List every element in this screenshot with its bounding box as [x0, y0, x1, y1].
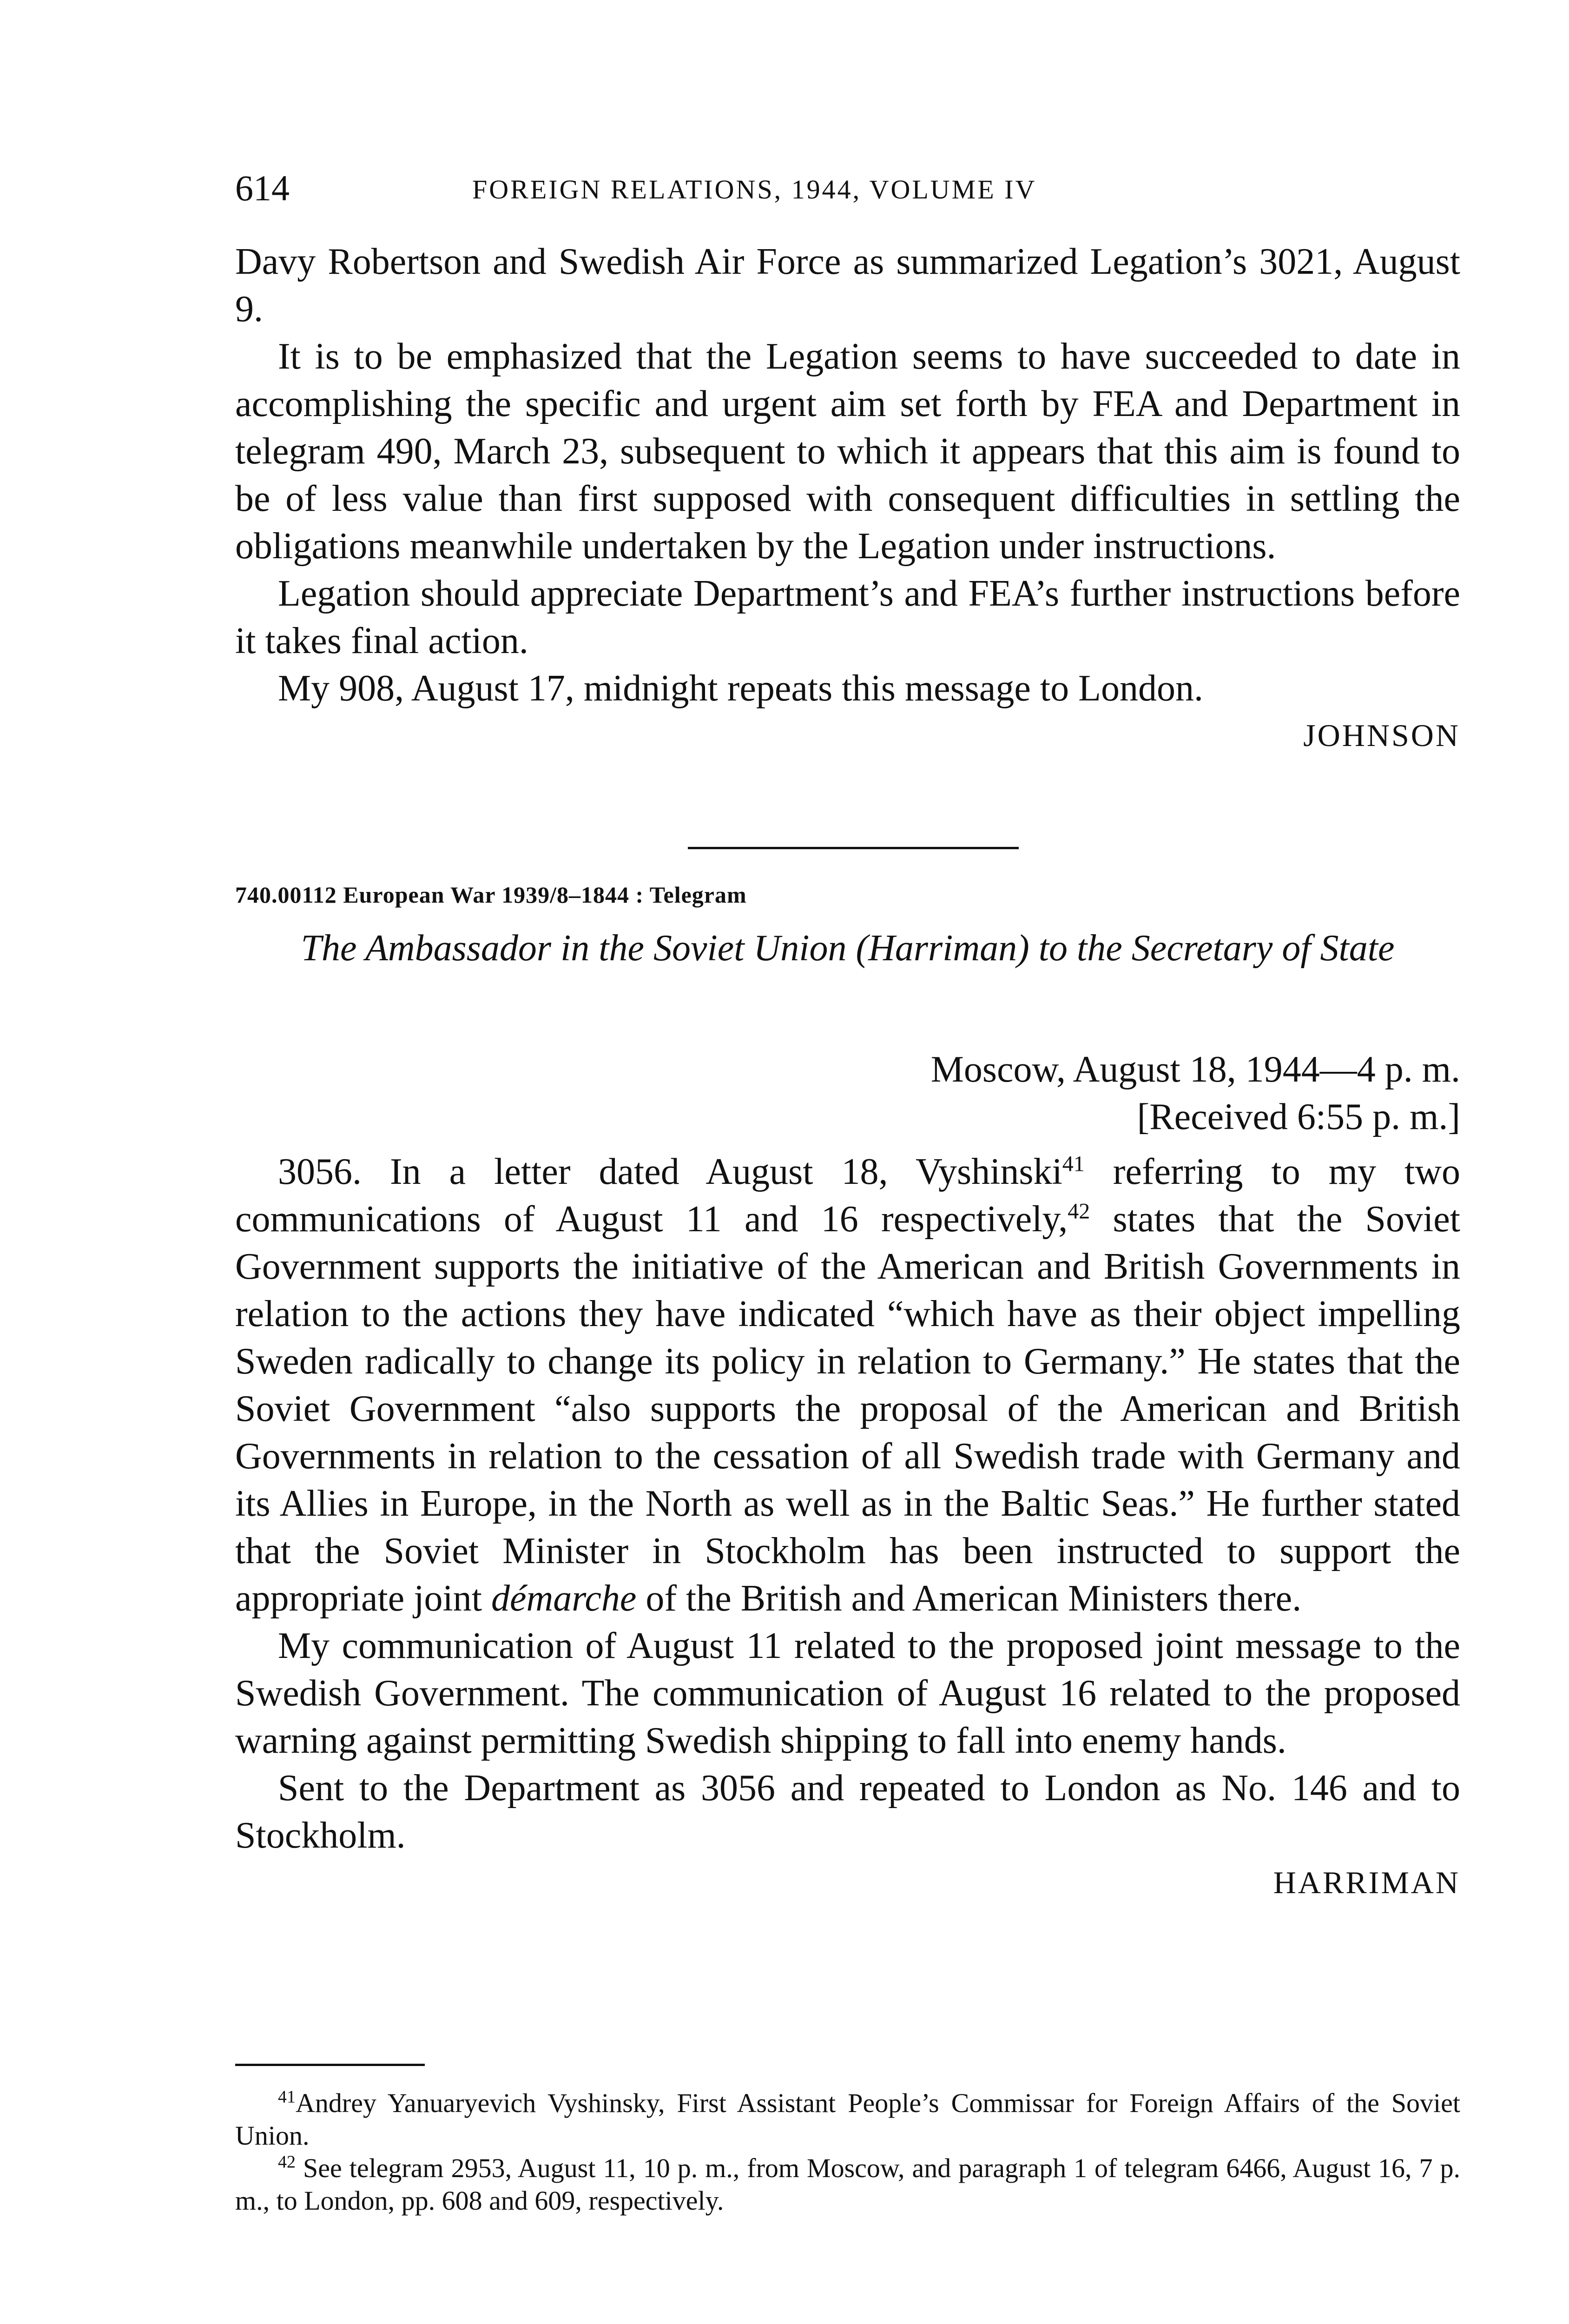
- signature-johnson: JOHNSON: [1303, 718, 1460, 753]
- file-reference: 740.00112 European War 1939/8–1844 : Telegram: [235, 882, 747, 908]
- dateline: Moscow, August 18, 1944—4 p. m.: [930, 1049, 1460, 1090]
- footnote-reference: 42: [1068, 1199, 1090, 1224]
- running-head: FOREIGN RELATIONS, 1944, VOLUME IV: [472, 174, 1037, 205]
- paragraph: Legation should appreciate Department’s and FEA’s further instructions before it takes final action.: [235, 573, 1460, 661]
- paragraph: [235, 1148, 1460, 1622]
- footnotes: [235, 2087, 1460, 2217]
- footnote-text: Andrey Yanuaryevich Vyshinsky, First Assistant People’s Commissar for Foreign Affairs of the Soviet Union.: [235, 2088, 1460, 2151]
- footnote-divider: [235, 2064, 425, 2066]
- paragraph: It is to be emphasized that the Legation seems to have succeeded to date in accomplishing the specific and urgent aim set forth by FEA and Department in telegram 490, March 23, subsequent to which it appears that this aim is found to be of less value than first supposed with consequent difficulties in settling the obligations meanwhile undertaken by the Legation under instructions.: [235, 336, 1460, 567]
- paragraph: My 908, August 17, midnight repeats this message to London.: [278, 668, 1203, 709]
- paragraph-continuation: Davy Robertson and Swedish Air Force as summarized Legation’s 3021, August 9.: [235, 241, 1460, 330]
- page-number: 614: [235, 168, 290, 208]
- paragraph-text: 3056. In a letter dated August 18, Vyshinski: [278, 1151, 1062, 1192]
- paragraph-text: states that the Soviet Government supports the initiative of the American and British Governments in relation to the actions they have indicated “which have as their object impelling Sweden radically to change its policy in relation to Germany.” He states that the Soviet Government “also supports the proposal of the American and British Governments in relation to the cessation of all Swedish trade with Germany and its Allies in Europe, in the North as well as in the Baltic Seas.” He further stated that the Soviet Minister in Stockholm has been instructed to support the appropriate joint: [235, 1199, 1460, 1619]
- second-document-body: [235, 1148, 1460, 1906]
- footnote: [235, 2152, 1460, 2217]
- footnote-reference: 41: [1062, 1151, 1085, 1176]
- section-divider: [688, 847, 1019, 849]
- paragraph-text: referring to my two communications of August 11 and 16 respectively,: [235, 1151, 1461, 1240]
- footnote-number: 41: [278, 2087, 296, 2107]
- paragraph: My communication of August 11 related to the proposed joint message to the Swedish Government. The communication of August 16 related to the proposed warning against permitting Swedish shipping to fall into enemy hands.: [235, 1625, 1460, 1761]
- document-title: The Ambassador in the Soviet Union (Harriman) to the Secretary of State: [301, 928, 1395, 969]
- footnote-text: See telegram 2953, August 11, 10 p. m., from Moscow, and paragraph 1 of telegram 6466, August 16, 7 p. m., to London, pp. 608 and 609, respectively.: [235, 2153, 1460, 2216]
- paragraph: Sent to the Department as 3056 and repeated to London as No. 146 and to Stockholm.: [235, 1768, 1460, 1856]
- footnote-number: 42: [278, 2152, 296, 2172]
- received-note: [Received 6:55 p. m.]: [1137, 1096, 1460, 1137]
- footnote: [235, 2087, 1460, 2152]
- first-document-body: [235, 238, 1460, 759]
- signature-harriman: HARRIMAN: [1273, 1865, 1460, 1900]
- italic-term: démarche: [491, 1578, 637, 1619]
- page-header: [235, 167, 1460, 209]
- dateline-block: [235, 1046, 1460, 1141]
- paragraph-text: of the British and American Ministers there.: [636, 1578, 1302, 1619]
